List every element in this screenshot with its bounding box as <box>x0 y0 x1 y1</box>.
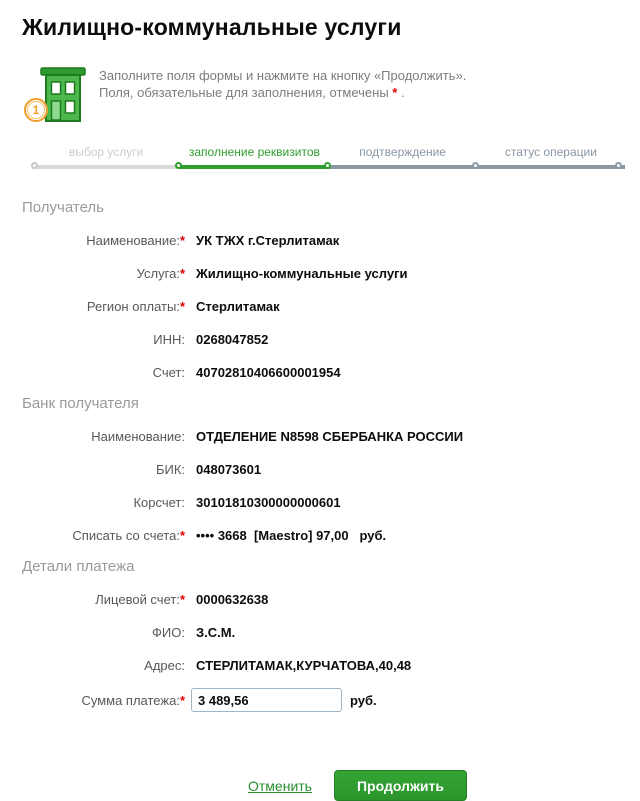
field-label <box>0 495 185 510</box>
field-value: ОТДЕЛЕНИЕ N8598 СБЕРБАНКА РОССИИ <box>196 429 464 444</box>
field-row-bank-name <box>0 420 640 453</box>
amount-input[interactable] <box>191 688 342 712</box>
step-label-status: статус операции <box>504 145 597 159</box>
currency-label: руб. <box>350 692 377 708</box>
section-title-bank: Банк получателя <box>22 395 139 412</box>
field-label <box>0 266 185 281</box>
field-label <box>0 429 185 444</box>
page-title: Жилищно-коммунальные услуги <box>22 14 402 40</box>
label-text: ИНН: <box>153 332 185 347</box>
instructions-line1: Заполните поля формы и нажмите на кнопку «Продолжить». <box>99 68 467 83</box>
step-label-service-choice: выбор услуги <box>68 145 144 159</box>
field-row-fio <box>0 616 640 649</box>
field-row-debit-card <box>0 519 640 552</box>
required-asterisk: * <box>179 528 185 543</box>
field-row-account <box>0 356 640 389</box>
form-instructions <box>24 65 640 123</box>
step-label-confirmation: подтверждение <box>359 145 446 159</box>
step-dot <box>615 162 622 169</box>
form-actions <box>248 770 640 801</box>
field-value: СТЕРЛИТАМАК,КУРЧАТОВА,40,48 <box>196 658 412 673</box>
required-asterisk: * <box>179 592 185 607</box>
field-row-inn <box>0 323 640 356</box>
field-label <box>0 332 185 347</box>
label-text: БИК: <box>155 462 185 477</box>
field-label <box>0 365 185 380</box>
field-value: З.С.М. <box>196 625 236 640</box>
instructions-text <box>99 67 466 101</box>
step-dot <box>472 162 479 169</box>
progress-segment <box>32 165 180 169</box>
field-label <box>0 299 185 314</box>
label-text: Счет: <box>152 365 185 380</box>
payment-form-page <box>0 14 640 799</box>
field-value: Жилищно-коммунальные услуги <box>196 266 408 281</box>
field-row-personal-account <box>0 583 640 616</box>
required-asterisk: * <box>179 266 185 281</box>
field-label <box>0 693 185 708</box>
progress-track <box>32 162 625 173</box>
field-value: 40702810406600001954 <box>196 365 341 380</box>
field-row-region <box>0 290 640 323</box>
label-text: Списать со счета: <box>72 528 180 543</box>
section-title-recipient: Получатель <box>22 199 104 216</box>
field-row-service <box>0 257 640 290</box>
progress-segment <box>477 165 625 169</box>
progress-steps <box>32 145 625 173</box>
required-asterisk: * <box>179 299 185 314</box>
field-value: УК ТЖХ г.Стерлитамак <box>196 233 340 248</box>
step-dot <box>31 162 38 169</box>
label-text: Услуга: <box>136 266 180 281</box>
field-value: Стерлитамак <box>196 299 280 314</box>
label-text: Регион оплаты: <box>86 299 180 314</box>
payment-form <box>0 199 640 718</box>
label-text: Корсчет: <box>133 495 185 510</box>
field-row-bik <box>0 453 640 486</box>
field-label <box>0 462 185 477</box>
field-row-amount <box>0 682 640 718</box>
instructions-line2 <box>99 84 466 101</box>
progress-segment <box>329 165 477 169</box>
cancel-link[interactable]: Отменить <box>248 777 312 794</box>
field-value: 0000632638 <box>196 592 269 607</box>
field-row-corr-account <box>0 486 640 519</box>
required-asterisk: * <box>179 692 185 708</box>
service-icon <box>24 65 90 123</box>
label-text: Наименование: <box>91 429 185 444</box>
continue-button[interactable]: Продолжить <box>334 770 467 801</box>
label-text: ФИО: <box>152 625 185 640</box>
section-title-payment-details: Детали платежа <box>22 558 135 575</box>
field-row-name <box>0 224 640 257</box>
instructions-line2-text: Поля, обязательные для заполнения, отмечены <box>99 85 393 100</box>
field-value: 048073601 <box>196 462 262 477</box>
field-label <box>0 592 185 607</box>
label-text: Сумма платежа: <box>81 692 180 708</box>
progress-segment <box>180 165 328 169</box>
required-asterisk: * <box>392 85 398 100</box>
instructions-line2-end: . <box>397 85 405 100</box>
field-value: 0268047852 <box>196 332 269 347</box>
required-asterisk: * <box>179 233 185 248</box>
label-text: Лицевой счет: <box>95 592 180 607</box>
label-text: Наименование: <box>86 233 180 248</box>
step-dot <box>324 162 331 169</box>
field-value: 30101810300000000601 <box>196 495 341 510</box>
badge-number: 1 <box>32 103 40 117</box>
field-value: •••• 3668 [Maestro] 97,00 руб. <box>196 528 387 543</box>
field-label <box>0 528 185 543</box>
field-row-address <box>0 649 640 682</box>
field-label <box>0 658 185 673</box>
label-text: Адрес: <box>144 658 185 673</box>
step-labels <box>32 145 625 159</box>
step-one-badge-icon <box>24 98 48 122</box>
field-label <box>0 233 185 248</box>
field-label <box>0 625 185 640</box>
step-label-fill-details: заполнение реквизитов <box>188 145 320 159</box>
